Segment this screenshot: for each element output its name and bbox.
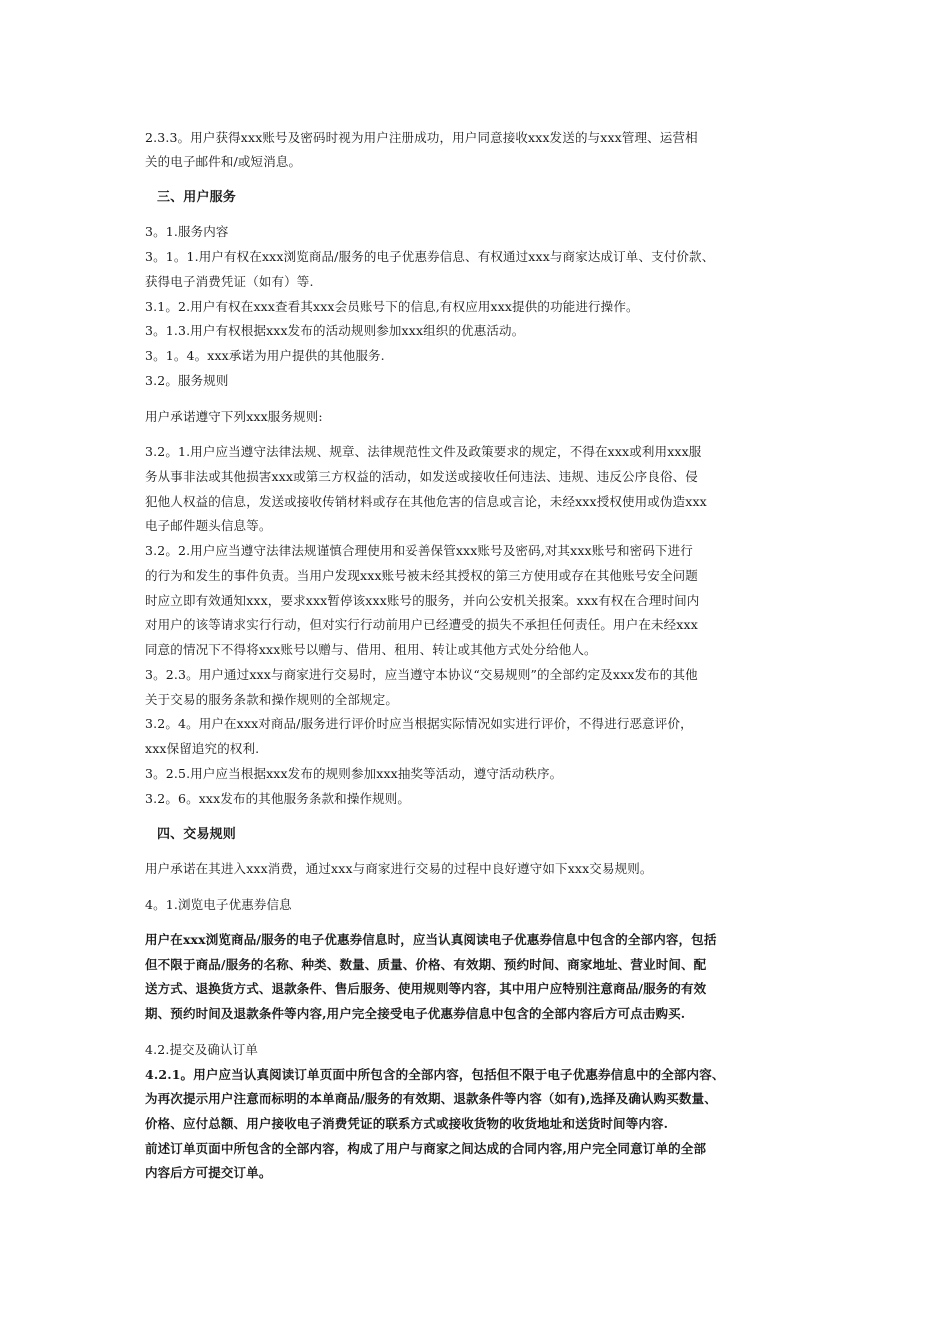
clause-3-2-2-line-2: 的行为和发生的事件负责。当用户发现xxx账号被未经其授权的第三方使用或存在其他账号安全问题 bbox=[145, 568, 698, 583]
service-rules-intro: 用户承诺遵守下列xxx服务规则: bbox=[145, 409, 323, 424]
clause-3-2-4-line-1: 3.2。4。用户在xxx对商品/服务进行评价时应当根据实际情况如实进行评价，不得进行恶意评价， bbox=[145, 716, 693, 731]
clause-3-1-1-line-1: 3。1。1.用户有权在xxx浏览商品/服务的电子优惠券信息、有权通过xxx与商家达成订单、支付价款、 bbox=[145, 249, 715, 264]
clause-3-2-2-line-1: 3.2。2.用户应当遵守法律法规谨慎合理使用和妥善保管xxx账号及密码,对其xxx账号和密码下进行 bbox=[145, 543, 693, 558]
clause-4-2-heading: 4.2.提交及确认订单 bbox=[145, 1042, 259, 1057]
section-heading-trade-rules: 四、交易规则 bbox=[157, 827, 236, 842]
clause-3-2-1-line-3: 犯他人权益的信息，发送或接收传销材料或存在其他危害的信息或言论，未经xxx授权使用或伪造xxx bbox=[145, 494, 707, 509]
clause-3-2-1-line-4: 电子邮件题头信息等。 bbox=[145, 518, 272, 533]
clause-3-2-2-line-3: 时应立即有效通知xxx，要求xxx暂停该xxx账号的服务，并向公安机关报案。xxx有权在合理时间内 bbox=[145, 593, 700, 608]
trade-rules-intro: 用户承诺在其进入xxx消费，通过xxx与商家进行交易的过程中良好遵守如下xxx交易规则。 bbox=[145, 861, 653, 876]
clause-4-2-1-line-1: 4.2.1。用户应当认真阅读订单页面中所包含的全部内容，包括但不限于电子优惠券信息中的全部内容、 bbox=[145, 1067, 725, 1082]
clause-4-2-1-line-2: 为再次提示用户注意而标明的本单商品/服务的有效期、退款条件等内容（如有),选择及确认购买数量、 bbox=[145, 1091, 717, 1106]
clause-4-1-bold-line-1: 用户在xxx浏览商品/服务的电子优惠券信息时，应当认真阅读电子优惠券信息中包含的全部内容，包括 bbox=[145, 932, 717, 947]
clause-2-3-3-line-1: 2.3.3。用户获得xxx账号及密码时视为用户注册成功，用户同意接收xxx发送的与xxx管理、运营相 bbox=[145, 130, 698, 145]
clause-4-1-bold-line-2: 但不限于商品/服务的名称、种类、数量、质量、价格、有效期、预约时间、商家地址、营业时间、配 bbox=[145, 957, 707, 972]
clause-4-1-bold-line-3: 送方式、退换货方式、退款条件、售后服务、使用规则等内容，其中用户应特别注意商品/服务的有效 bbox=[145, 981, 707, 996]
clause-4-2-1-line-5: 内容后方可提交订单。 bbox=[145, 1165, 272, 1180]
clause-4-1-bold-line-4: 期、预约时间及退款条件等内容,用户完全接受电子优惠券信息中包含的全部内容后方可点击购买. bbox=[145, 1006, 686, 1021]
clause-3-2-1-line-2: 务从事非法或其他损害xxx或第三方权益的活动，如发送或接收任何违法、违规、违反公序良俗、侵 bbox=[145, 469, 698, 484]
clause-3-2-2-line-4: 对用户的该等请求实行行动，但对实行行动前用户已经遭受的损失不承担任何责任。用户在未经xxx bbox=[145, 617, 698, 632]
clause-4-2-1-line-4: 前述订单页面中所包含的全部内容，构成了用户与商家之间达成的合同内容,用户完全同意订单的全部 bbox=[145, 1141, 707, 1156]
clause-3-2-4-line-2: xxx保留追究的权利. bbox=[145, 741, 260, 756]
clause-3-1-3: 3。1.3.用户有权根据xxx发布的活动规则参加xxx组织的优惠活动。 bbox=[145, 323, 525, 338]
clause-3-1-heading: 3。1.服务内容 bbox=[145, 224, 229, 239]
clause-3-2-1-line-1: 3.2。1.用户应当遵守法律法规、规章、法律规范性文件及政策要求的规定，不得在xxx或利用xxx服 bbox=[145, 444, 702, 459]
clause-2-3-3-line-2: 关的电子邮件和/或短消息。 bbox=[145, 154, 302, 169]
clause-3-2-5: 3。2.5.用户应当根据xxx发布的规则参加xxx抽奖等活动，遵守活动秩序。 bbox=[145, 766, 563, 781]
clause-3-1-1-line-2: 获得电子消费凭证（如有）等. bbox=[145, 274, 314, 289]
clause-3-2-6: 3.2。6。xxx发布的其他服务条款和操作规则。 bbox=[145, 791, 411, 806]
clause-3-2-heading: 3.2。服务规则 bbox=[145, 373, 229, 388]
clause-3-1-2: 3.1。2.用户有权在xxx查看其xxx会员账号下的信息,有权应用xxx提供的功能进行操作。 bbox=[145, 299, 639, 314]
clause-4-1-heading: 4。1.浏览电子优惠券信息 bbox=[145, 897, 292, 912]
clause-3-2-3-line-2: 关于交易的服务条款和操作规则的全部规定。 bbox=[145, 692, 399, 707]
clause-3-1-4: 3。1。4。xxx承诺为用户提供的其他服务. bbox=[145, 348, 385, 363]
clause-3-2-2-line-5: 同意的情况下不得将xxx账号以赠与、借用、租用、转让或其他方式处分给他人。 bbox=[145, 642, 597, 657]
section-heading-user-services: 三、用户服务 bbox=[157, 190, 236, 205]
clause-3-2-3-line-1: 3。2.3。用户通过xxx与商家进行交易时，应当遵守本协议“交易规则”的全部约定及xxx发布的其他 bbox=[145, 667, 698, 682]
clause-4-2-1-line-3: 价格、应付总额、用户接收电子消费凭证的联系方式或接收货物的收货地址和送货时间等内容. bbox=[145, 1116, 669, 1131]
